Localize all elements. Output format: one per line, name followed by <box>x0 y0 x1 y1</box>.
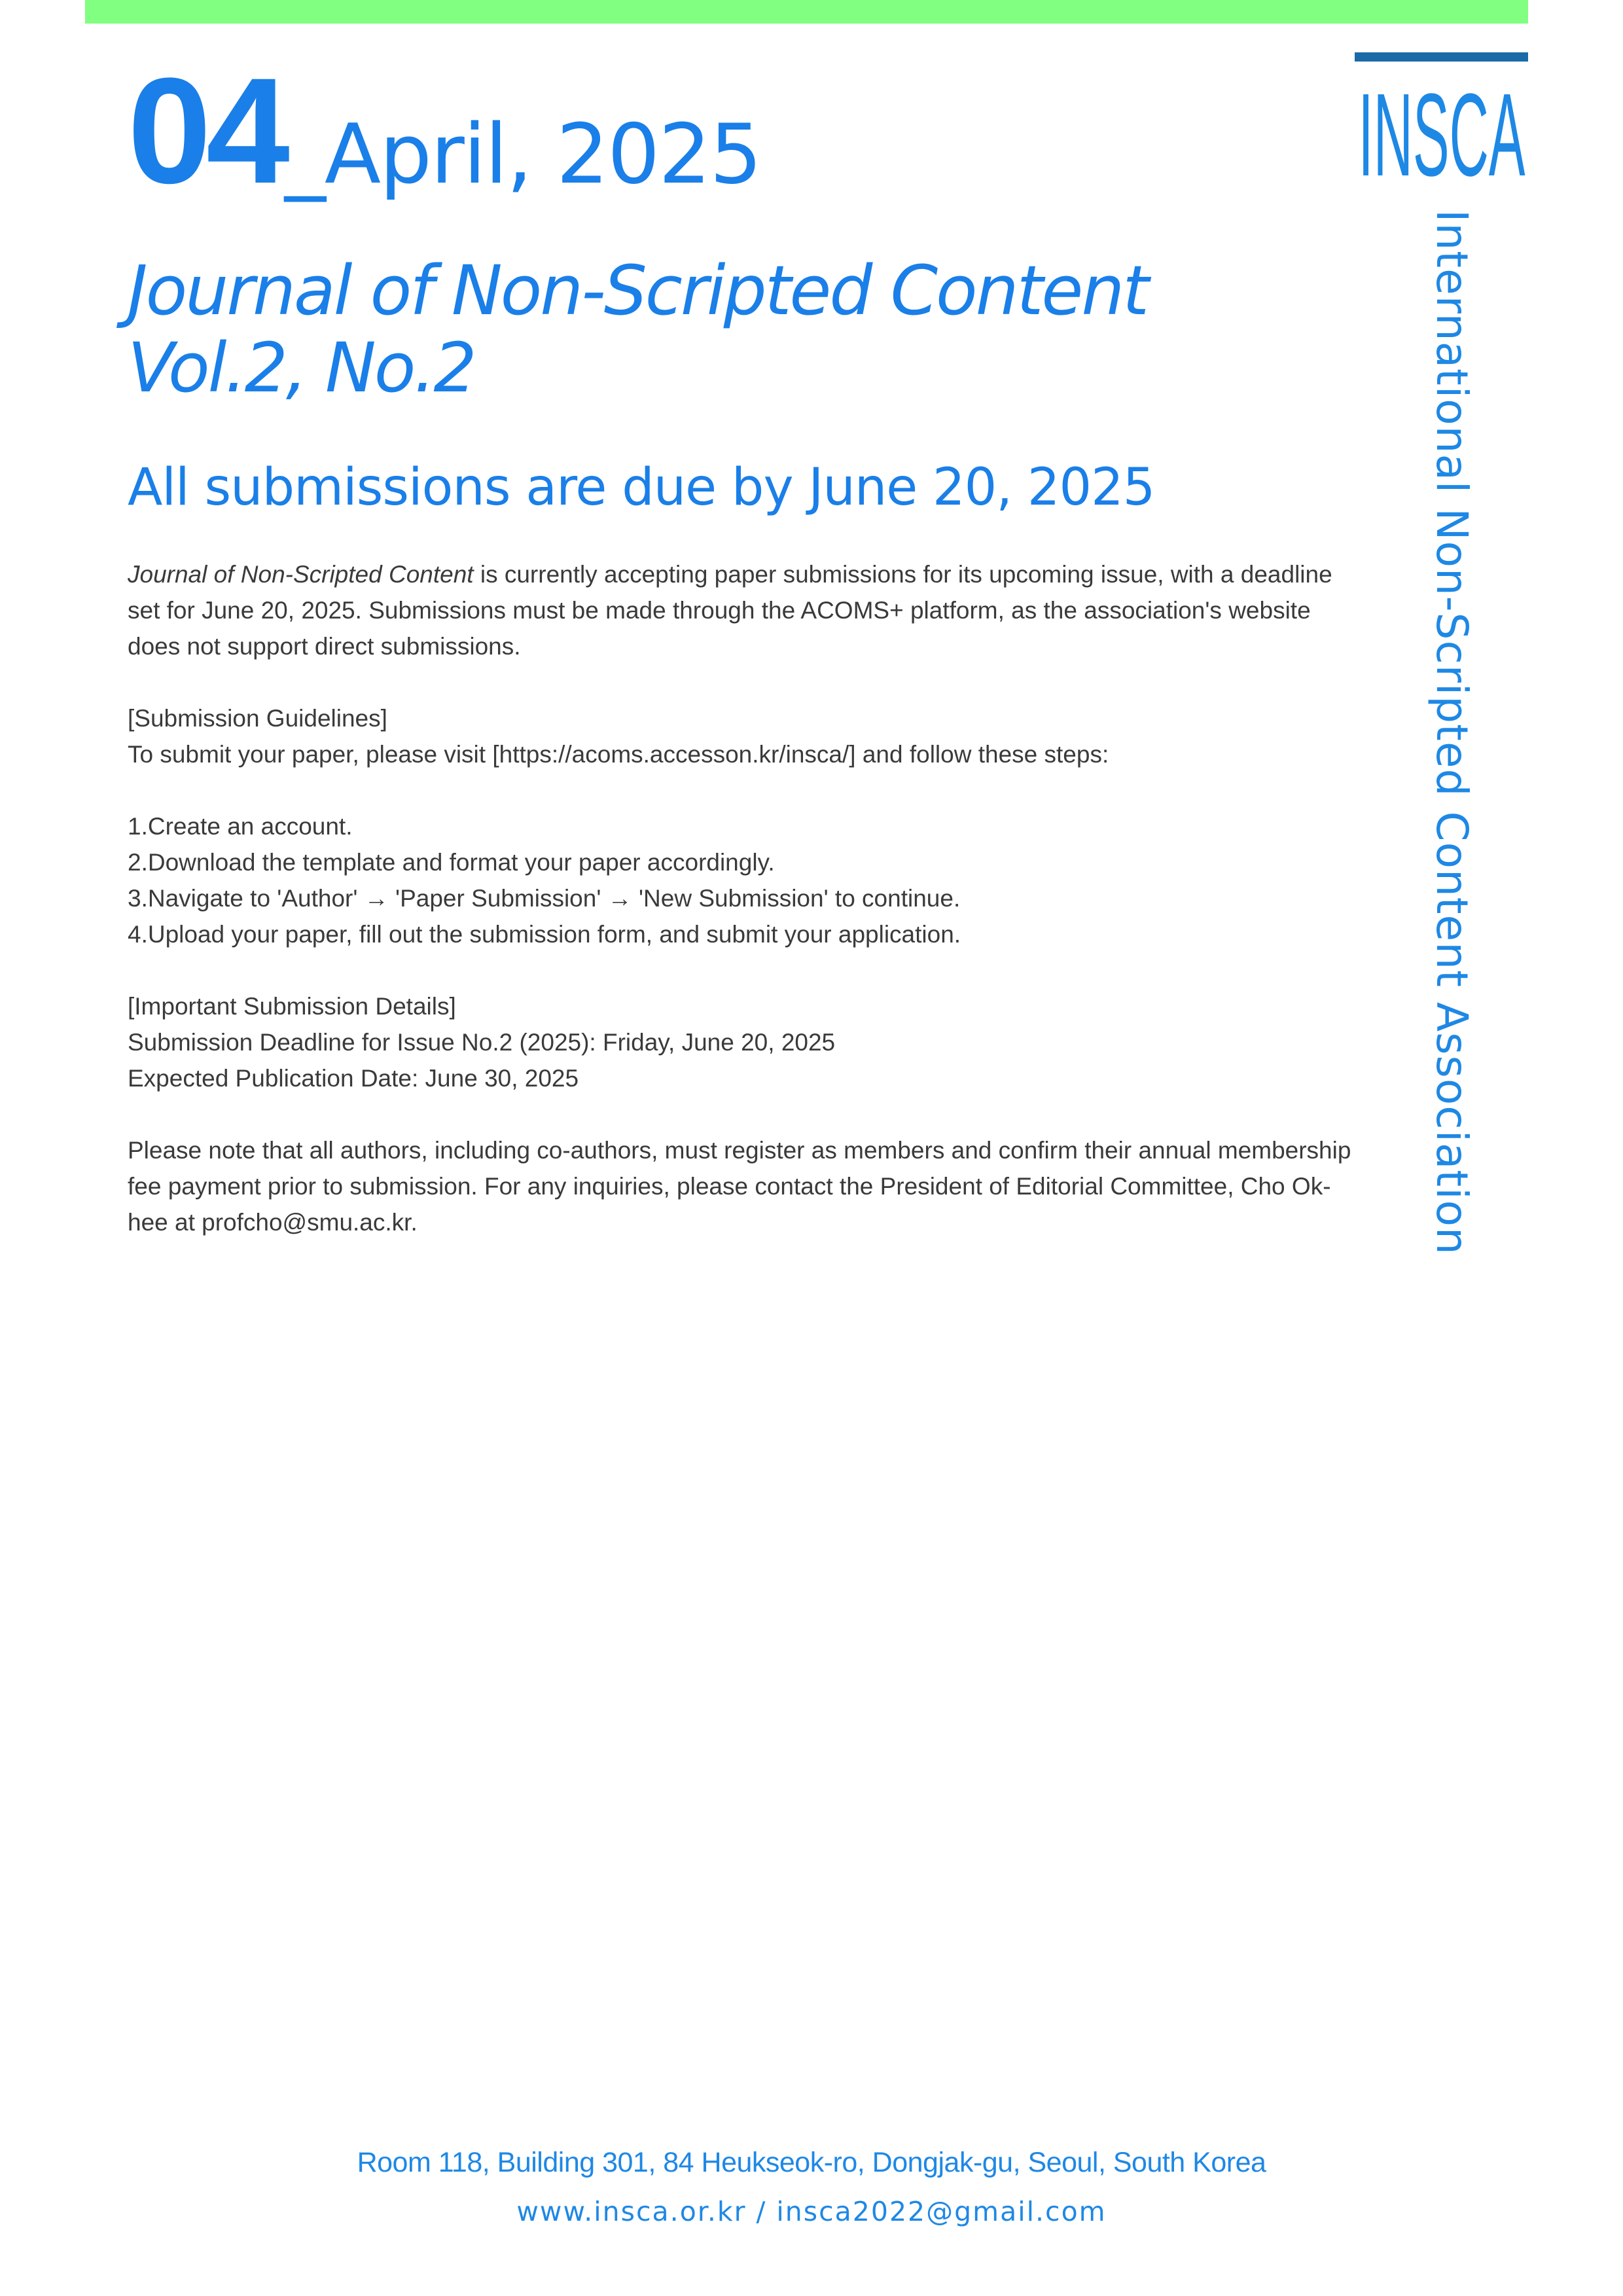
issue-header <box>128 46 761 215</box>
step-item: 2.Download the template and format your paper accordingly. <box>128 849 775 876</box>
details-deadline: Submission Deadline for Issue No.2 (2025): Friday, June 20, 2025 <box>128 1029 836 1056</box>
logo-text: INSCA <box>1358 79 1525 183</box>
logo-rule <box>1355 52 1528 62</box>
announcement-body <box>128 556 1358 1240</box>
footer-contact: www.insca.or.kr / insca2022@gmail.com <box>516 2196 1107 2227</box>
step-item: 4.Upload your paper, fill out the submission form, and submit your application. <box>128 921 961 948</box>
details-publication: Expected Publication Date: June 30, 2025 <box>128 1065 579 1092</box>
guidelines-intro: To submit your paper, please visit [https://acoms.accesson.kr/insca/] and follow these steps: <box>128 741 1109 768</box>
journal-title <box>128 252 1147 406</box>
membership-note: Please note that all authors, including co-authors, must register as members and confirm their annual membership fee payment prior to submission. For any inquiries, please contact the President of Editorial Committee, Cho Ok-hee at profcho@smu.ac.kr. <box>128 1137 1351 1236</box>
details-heading: [Important Submission Details] <box>128 993 456 1020</box>
intro-paragraph <box>128 556 1358 664</box>
journal-title-line2: Vol.2, No.2 <box>128 328 475 408</box>
insca-logo <box>1356 79 1528 183</box>
issue-date: _April, 2025 <box>284 106 761 202</box>
headline: All submissions are due by June 20, 2025 <box>128 458 1155 517</box>
step-item: 3.Navigate to 'Author' → 'Paper Submission' → 'New Submission' to continue. <box>128 885 961 912</box>
journal-title-line1: Journal of Non-Scripted Content <box>128 251 1148 331</box>
intro-text: is currently accepting paper submissions for its upcoming issue, with a deadline set for June 20, 2025. Submissions must be made through the ACOMS+ platform, as the association's website does not support direct submissions. <box>128 561 1332 660</box>
top-accent-bar <box>85 0 1528 24</box>
association-name: International Non-Scripted Content Association <box>1427 209 1477 1255</box>
issue-number: 04 <box>128 46 285 215</box>
footer-address: Room 118, Building 301, 84 Heukseok-ro, Dongjak-gu, Seoul, South Korea <box>357 2147 1266 2178</box>
step-item: 1.Create an account. <box>128 813 353 840</box>
guidelines-heading: [Submission Guidelines] <box>128 705 387 732</box>
intro-journal-name: Journal of Non-Scripted Content <box>128 561 474 588</box>
